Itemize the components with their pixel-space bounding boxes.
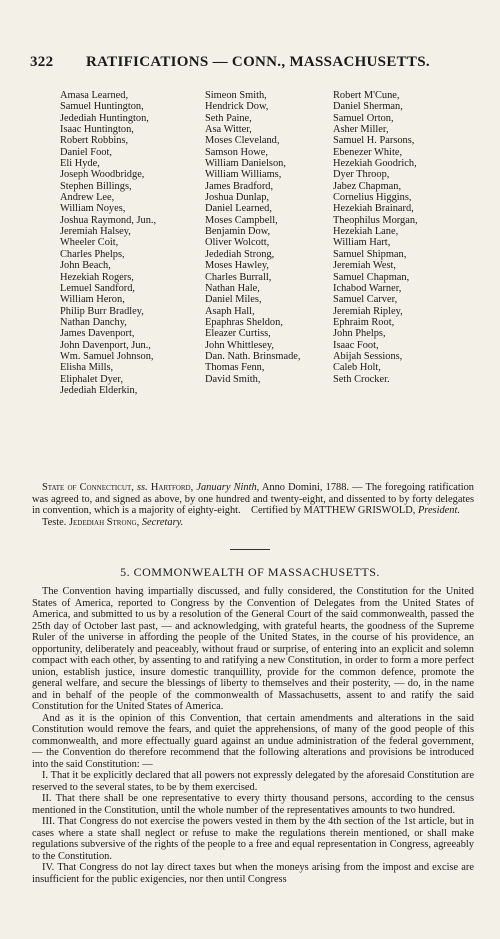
signatory-name: Hendrick Dow, [205, 101, 269, 113]
signatory-name: William Heron, [60, 294, 125, 306]
signatory-name: Dyer Throop, [333, 169, 390, 181]
signatory-name: Thomas Fenn, [205, 362, 265, 374]
signatory-name: Charles Burrall, [205, 271, 272, 283]
signatory-name: Andrew Lee, [60, 192, 115, 204]
signatory-name: Hezekiah Goodrich, [333, 158, 417, 170]
signatory-name: Hezekiah Brainard, [333, 203, 414, 215]
page-header [30, 54, 470, 71]
secretary-title: Secretary. [139, 516, 184, 528]
attestation-state: State of Connecticut, [42, 482, 134, 493]
signatory-name: Charles Phelps, [60, 248, 125, 260]
attestation-certified: Certified by MATTHEW GRISWOLD, [251, 505, 416, 516]
signatory-name: Ichabod Warner, [333, 282, 402, 294]
attestation-place: Hartford, [150, 482, 194, 493]
signatory-name: Jeremiah West, [333, 260, 397, 272]
body-paragraph: And as it is the opinion of this Convention, that certain amendments and alterations in the said Constitution would remove the fears, and quiet the apprehensions, of many of the good people of this commonwealth, and more effectually guard against an undue administration of the federal government, — the Convention do therefore recommend that the following alterations and provisions be introduced into the said Constitution: — [32, 712, 474, 770]
signatory-name: William Noyes, [60, 203, 126, 215]
signatory-column-3 [333, 90, 473, 396]
signatory-name: Jeremiah Ripley, [333, 305, 403, 317]
signatory-name: Samuel Shipman, [333, 248, 407, 260]
signatory-name: Elisha Mills, [60, 362, 114, 374]
signatory-name: Daniel Miles, [205, 294, 262, 306]
body-paragraph: The Convention having impartially discussed, and fully considered, the Constitution for the United States of America, reported to Congress by the Convention of Delegates from the United States of America, and submitted to us by a resolution of the General Court of the said commonwealth, passed the 25th day of October last past, — and acknowledging, with grateful hearts, the goodness of the Supreme Ruler of the universe in affording the people of the United States, in the course of his providence, an opportunity, deliberately and peaceably, without fraud or surprise, of entering into an explicit and solemn compact with each other, by assenting to and ratifying a new Constitution, in order to form a more perfect union, establish justice, insure domestic tranquillity, provide for the common defence, promote the general welfare, and secure the blessings of liberty to themselves and their posterity, — do, in the name and in behalf of the people of the commonwealth of Massachusetts, assent to and ratify the said Constitution for the United States of America. [32, 586, 474, 712]
signatory-name: Asaph Hall, [205, 305, 255, 317]
page-number: 322 [30, 54, 54, 70]
signatory-name: Amasa Learned, [60, 90, 129, 101]
signatory-name: Wm. Samuel Johnson, [60, 350, 154, 362]
signatory-name: Daniel Foot, [60, 146, 112, 158]
attestation-paragraph [32, 482, 474, 517]
signatory-column-1 [60, 90, 205, 396]
signatory-name: Ephraim Root, [333, 316, 395, 328]
signatory-name: Seth Paine, [205, 112, 252, 124]
signatory-name: Nathan Hale, [205, 282, 260, 294]
signatory-name: Epaphras Sheldon, [205, 316, 283, 328]
attestation-text: The foregoing ratification was agreed to, and signed as above, by one hundred and twenty-eight, and dissented to by forty delegates in convention, which is a majority of eighty-eight. [32, 482, 474, 516]
signatory-name: John Beach, [60, 260, 111, 272]
signatory-name: Robert Robbins, [60, 135, 129, 147]
signatory-name: Moses Campbell, [205, 214, 278, 226]
signatory-name: William Hart, [333, 237, 391, 249]
signatory-name: Jabez Chapman, [333, 180, 402, 192]
attestation-date: January Ninth, [193, 482, 260, 493]
signatory-name: Samson Howe, [205, 146, 268, 158]
signatory-name: Benjamin Dow, [205, 226, 271, 238]
signatory-name: Asher Miller, [333, 124, 389, 136]
signatory-name: Isaac Huntington, [60, 124, 134, 136]
signatory-name: Samuel Chapman, [333, 271, 410, 283]
signatory-name: Moses Hawley, [205, 260, 269, 272]
signatory-name: Simeon Smith, [205, 90, 267, 101]
signatory-name: Cornelius Higgins, [333, 192, 412, 204]
section-divider [230, 549, 270, 550]
signatory-name: Joseph Woodbridge, [60, 169, 145, 181]
signatory-name: William Williams, [205, 169, 282, 181]
signatory-name: David Smith, [205, 373, 261, 385]
signatory-name: Samuel Huntington, [60, 101, 144, 113]
signatory-name: Stephen Billings, [60, 180, 132, 192]
teste-line [32, 517, 474, 529]
signatory-name: Robert M'Cune, [333, 90, 400, 101]
signatory-name: Philip Burr Bradley, [60, 305, 144, 317]
signatory-name: Jedediah Huntington, [60, 112, 149, 124]
signatory-name: Hezekiah Rogers, [60, 271, 134, 283]
signatory-name: Nathan Danchy, [60, 316, 127, 328]
signatory-name: Eli Hyde, [60, 158, 100, 170]
body-paragraph: I. That it be explicitly declared that all powers not expressly delegated by the aforesaid Constitution are reserved to the several states, to be by them exercised. [32, 770, 474, 793]
teste-label: Teste. [42, 516, 67, 528]
body-paragraph: II. That there shall be one representative to every thirty thousand persons, according to the census mentioned in the Constitution, until the whole number of the representatives amounts to two hundred. [32, 793, 474, 816]
attestation-anno: Anno Domini, 1788. — [259, 482, 363, 493]
signatory-name: Jedediah Elderkin, [60, 384, 138, 396]
signatory-name: Daniel Sherman, [333, 101, 403, 113]
signatory-name: Caleb Holt, [333, 362, 381, 374]
signatory-name: Jedediah Strong, [205, 248, 275, 260]
attestation-ss: ss. [133, 482, 151, 493]
attestation-president: President. [415, 505, 460, 516]
signatory-name: John Davenport, Jun., [60, 339, 151, 351]
signatory-name: Daniel Learned, [205, 203, 272, 215]
signatory-name: Samuel Carver, [333, 294, 398, 306]
signatory-name: Abijah Sessions, [333, 350, 403, 362]
body-paragraph: IV. That Congress do not lay direct taxes but when the moneys arising from the impost and excise are insufficient for the public exigencies, nor then until Congress [32, 862, 474, 885]
signatory-column-2 [205, 90, 333, 396]
signatory-name: Eleazer Curtiss, [205, 328, 271, 340]
signatory-name: Ebenezer White, [333, 146, 403, 158]
signatory-name: Samuel Orton, [333, 112, 394, 124]
signatory-name: Wheeler Coit, [60, 237, 119, 249]
signatory-name: Joshua Dunlap, [205, 192, 270, 204]
signatory-name: Jeremiah Halsey, [60, 226, 131, 238]
ratification-text [32, 586, 474, 885]
attestation-block [32, 482, 474, 528]
section-title: 5. COMMONWEALTH OF MASSACHUSETTS. [120, 565, 380, 579]
body-paragraph: III. That Congress do not exercise the powers vested in them by the 4th section of the 1st article, but in cases where a state shall neglect or refuse to make the regulations therein mentioned, or shall make regulations subversive of the rights of the people to a free and equal representation in Congress, agreeably to the Constitution. [32, 816, 474, 862]
signatory-name: William Danielson, [205, 158, 286, 170]
signatory-list [60, 90, 480, 396]
signatory-name: Dan. Nath. Brinsmade, [205, 350, 301, 362]
running-title: RATIFICATIONS — CONN., MASSACHUSETTS. [86, 54, 430, 70]
signatory-name: John Whittlesey, [205, 339, 274, 351]
signatory-name: Isaac Foot, [333, 339, 379, 351]
signatory-name: Samuel H. Parsons, [333, 135, 415, 147]
signatory-name: Joshua Raymond, Jun., [60, 214, 157, 226]
signatory-name: Oliver Wolcott, [205, 237, 270, 249]
signatory-name: Asa Witter, [205, 124, 252, 136]
signatory-name: John Phelps, [333, 328, 386, 340]
signatory-name: Seth Crocker. [333, 373, 390, 385]
signatory-name: Lemuel Sandford, [60, 282, 136, 294]
signatory-name: James Bradford, [205, 180, 274, 192]
signatory-name: Hezekiah Lane, [333, 226, 399, 238]
signatory-name: James Davenport, [60, 328, 135, 340]
signatory-name: Eliphalet Dyer, [60, 373, 124, 385]
signatory-name: Moses Cleveland, [205, 135, 280, 147]
signatory-name: Theophilus Morgan, [333, 214, 418, 226]
secretary-name: Jedediah Strong, [66, 516, 140, 528]
